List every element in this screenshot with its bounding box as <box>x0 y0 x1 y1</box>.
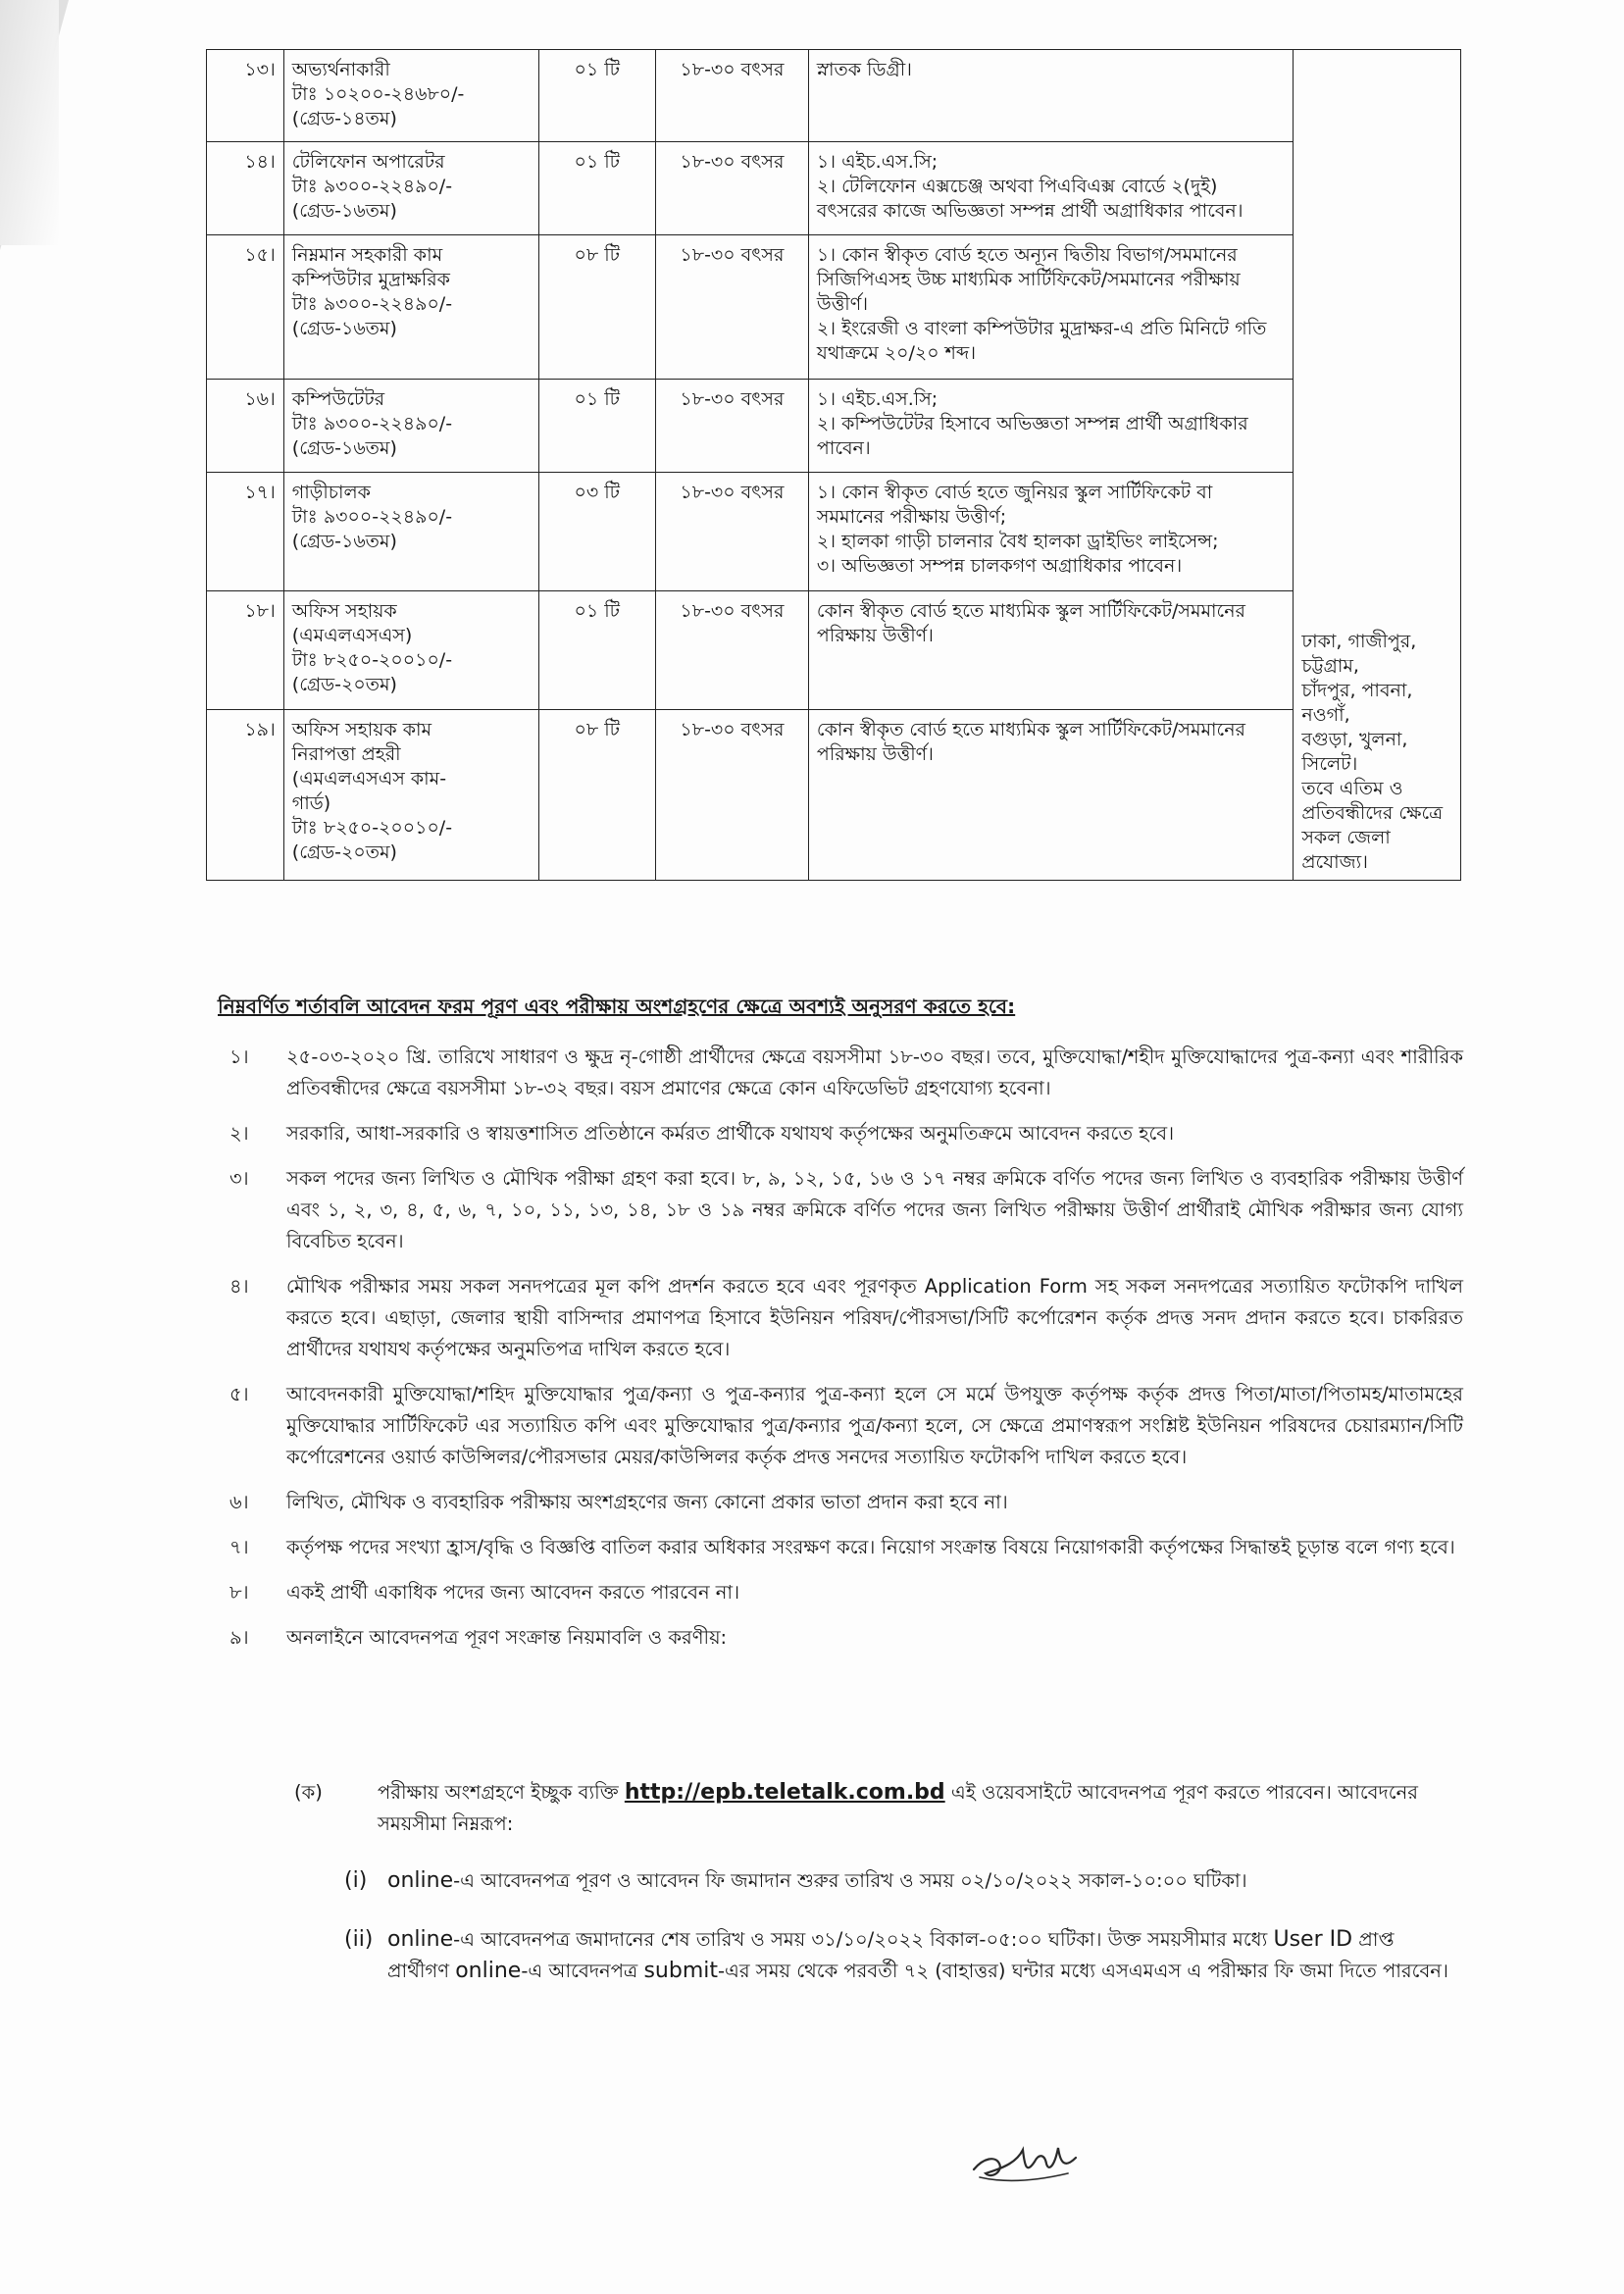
condition-text: ২৫-০৩-২০২০ খ্রি. তারিখে সাধারণ ও ক্ষুদ্র নৃ-গোষ্ঠী প্রার্থীদের ক্ষেত্রে বয়সসীমা ১৮-৩০ বছর। তবে, মুক্তিযোদ্ধা/শহীদ মুক্তিযোদ্ধাদের পুত্র-কন্যা এবং শারীরিক প্রতিবন্ধীদের ক্ষেত্রে বয়সসীমা ১৮-৩২ বছর। বয়স প্রমাণের ক্ষেত্রে কোন এফিডেভিট গ্রহণযোগ্য হবেনা। <box>286 1045 1463 1099</box>
qualification-line: ১। কোন স্বীকৃত বোর্ড হতে জুনিয়র স্কুল সার্টিফিকেট বা <box>816 481 1213 503</box>
post-name-cell <box>283 590 538 709</box>
post-name-line: (এমএলএসএস কাম- <box>291 767 447 790</box>
age-limit-cell: ১৮-৩০ বৎসর <box>655 50 808 142</box>
post-name-line: অভ্যর্থনাকারী <box>291 59 390 80</box>
condition-number: ৮। <box>229 1581 249 1604</box>
condition-text: লিখিত, মৌখিক ও ব্যবহারিক পরীক্ষায় অংশগ্রহণের জন্য কোনো প্রকার ভাতা প্রদান করা হবে না। <box>286 1491 1008 1513</box>
condition-text: কর্তৃপক্ষ পদের সংখ্যা হ্রাস/বৃদ্ধি ও বিজ্ঞপ্তি বাতিল করার অধিকার সংরক্ষণ করে। নিয়োগ সংক্রান্ত বিষয়ে নিয়োগকারী কর্তৃপক্ষের সিদ্ধান্তই চূড়ান্ত বলে গণ্য হবে। <box>286 1536 1455 1558</box>
age-limit-cell: ১৮-৩০ বৎসর <box>655 590 808 709</box>
post-count-cell: ০১ টি <box>538 380 655 472</box>
condition-number: ৬। <box>229 1491 249 1513</box>
online-k-label: (ক) <box>294 1781 323 1804</box>
post-name-cell <box>283 50 538 142</box>
age-limit-cell: ১৮-৩০ বৎসর <box>655 472 808 590</box>
qualification-line: পরিক্ষায় উত্তীর্ণ। <box>816 742 934 765</box>
online-i-label: (i) <box>344 1868 368 1893</box>
condition-text: মৌখিক পরীক্ষার সময় সকল সনদপত্রের মূল কপি প্রদর্শন করতে হবে এবং পূরণকৃত Application Form সহ সকল সনদপত্রের সত্যায়িত ফটোকপি দাখিল করতে হবে। এছাড়া, জেলার স্থায়ী বাসিন্দার প্রমাণপত্র হিসাবে ইউনিয়ন পরিষদ/পৌরসভা/সিটি কর্পোরেশন কর্তৃক প্রদত্ত সনদ প্রদান করতে হবে। চাকরিরত প্রার্থীদের যথাযথ কর্তৃপক্ষের অনুমতিপত্র দাখিল করতে হবে। <box>286 1275 1463 1360</box>
condition-text: আবেদনকারী মুক্তিযোদ্ধা/শহিদ মুক্তিযোদ্ধার পুত্র/কন্যা ও পুত্র-কন্যার পুত্র-কন্যা হলে সে মর্মে উপযুক্ত কর্তৃপক্ষ কর্তৃক প্রদত্ত পিতা/মাতা/পিতামহ/মাতামহের মুক্তিযোদ্ধার সার্টিফিকেট এর সত্যায়িত কপি এবং মুক্তিযোদ্ধার পুত্র/কন্যার পুত্র/কন্যা হলে, সে ক্ষেত্রে প্রমাণস্বরূপ সংশ্লিষ্ট ইউনিয়ন পরিষদের চেয়ারম্যান/সিটি কর্পোরেশনের ওয়ার্ড কাউন্সিলর/পৌরসভার মেয়র/কাউন্সিলর কর্তৃক প্রদত্ত সনদের সত্যায়িত ফটোকপি দাখিল করতে হবে। <box>286 1383 1463 1468</box>
condition-text: সরকারি, আধা-সরকারি ও স্বায়ত্তশাসিত প্রতিষ্ঠানে কর্মরত প্রার্থীকে যথাযথ কর্তৃপক্ষের অনুমতিক্রমে আবেদন করতে হবে। <box>286 1122 1175 1145</box>
post-name-line: কম্পিউটার মুদ্রাক্ষরিক <box>291 268 450 290</box>
page-corner-shadow <box>0 0 59 245</box>
district-note-cell <box>1294 50 1461 881</box>
district-note-line: চাঁদপুর, পাবনা, নওগাঁ, <box>1301 680 1413 726</box>
qualification-line: বৎসরের কাজে অভিজ্ঞতা সম্পন্ন প্রার্থী অগ্রাধিকার পাবেন। <box>816 200 1243 223</box>
district-note-line: সকল জেলা প্রযোজ্য। <box>1301 827 1391 873</box>
post-name-line: (গ্রেড-১৬তম) <box>291 437 397 460</box>
post-count-cell: ০১ টি <box>538 590 655 709</box>
condition-item <box>218 1118 1463 1149</box>
table-row <box>207 472 1461 590</box>
qualification-line: ৩। অভিজ্ঞতা সম্পন্ন চালকগণ অগ্রাধিকার পাবেন। <box>816 554 1183 577</box>
post-name-cell <box>283 380 538 472</box>
post-name-line: টাঃ ৮২৫০-২০০১০/- <box>291 648 453 671</box>
condition-number: ২। <box>229 1122 249 1145</box>
age-limit-cell: ১৮-৩০ বৎসর <box>655 142 808 234</box>
post-name-cell <box>283 234 538 380</box>
post-name-cell <box>283 142 538 234</box>
table-row <box>207 590 1461 709</box>
age-limit-cell: ১৮-৩০ বৎসর <box>655 380 808 472</box>
district-note-line: বগুড়া, খুলনা, সিলেট। <box>1301 729 1408 775</box>
post-number-cell: ১৪। <box>207 142 284 234</box>
posts-table-body <box>207 50 1461 881</box>
condition-item <box>218 1487 1463 1518</box>
post-name-line: (গ্রেড-২০তম) <box>291 841 397 863</box>
post-name-line: টাঃ ৯৩০০-২২৪৯০/- <box>291 505 453 528</box>
qualification-cell <box>808 142 1293 234</box>
condition-text: একই প্রার্থী একাধিক পদের জন্য আবেদন করতে পারবেন না। <box>286 1581 740 1604</box>
district-note-line: তবে এতিম ও <box>1301 778 1403 799</box>
online-ii-text-3: -এ আবেদনপত্র <box>521 1960 638 1982</box>
post-name-line: (গ্রেড-১৬তম) <box>291 317 397 339</box>
post-count-cell: ০৩ টি <box>538 472 655 590</box>
condition-number: ৫। <box>229 1383 249 1405</box>
table-row <box>207 234 1461 380</box>
handwritten-signature <box>966 2128 1084 2197</box>
post-name-line: টেলিফোন অপারেটর <box>291 151 445 174</box>
qualification-line: কোন স্বীকৃত বোর্ড হতে মাধ্যমিক স্কুল সার্টিফিকেট/সমমানের <box>816 599 1245 622</box>
post-count-cell: ০৮ টি <box>538 709 655 880</box>
qualification-line: ২। ইংরেজী ও বাংলা কম্পিউটার মুদ্রাক্ষর-এ প্রতি মিনিটে গতি <box>816 317 1267 339</box>
condition-text: সকল পদের জন্য লিখিত ও মৌখিক পরীক্ষা গ্রহণ করা হবে। ৮, ৯, ১২, ১৫, ১৬ ও ১৭ নম্বর ক্রমিকে বর্ণিত পদের জন্য লিখিত ও ব্যবহারিক পরীক্ষায় উত্তীর্ণ এবং ১, ২, ৩, ৪, ৫, ৬, ৭, ১০, ১১, ১৩, ১৪, ১৮ ও ১৯ নম্বর ক্রমিকে বর্ণিত পদের জন্য লিখিত পরীক্ষায় উত্তীর্ণ প্রার্থীরাই মৌখিক পরীক্ষার জন্য যোগ্য বিবেচিত হবেন। <box>286 1167 1463 1252</box>
condition-number: ৪। <box>229 1275 249 1298</box>
table-row <box>207 142 1461 234</box>
qualification-line: ১। এইচ.এস.সি; <box>816 151 939 174</box>
qualification-line: কোন স্বীকৃত বোর্ড হতে মাধ্যমিক স্কুল সার্টিফিকেট/সমমানের <box>816 718 1245 740</box>
online-deadline-i <box>344 1865 1461 1897</box>
district-note-line: প্রতিবন্ধীদের ক্ষেত্রে <box>1301 802 1444 824</box>
post-name-line: গাড়ীচালক <box>291 481 371 503</box>
post-count-cell: ০৮ টি <box>538 234 655 380</box>
post-name-line: টাঃ ৯৩০০-২২৪৯০/- <box>291 292 453 315</box>
post-name-line: (গ্রেড-২০তম) <box>291 673 397 695</box>
condition-number: ৭। <box>229 1536 249 1558</box>
online-instruction-k <box>294 1777 1461 1840</box>
post-name-line: কম্পিউটেটর <box>291 388 385 411</box>
post-number-cell: ১৫। <box>207 234 284 380</box>
epb-teletalk-link[interactable]: http://epb.teletalk.com.bd <box>624 1780 945 1805</box>
condition-item <box>218 1577 1463 1608</box>
posts-table <box>206 49 1461 881</box>
post-number-cell: ১৯। <box>207 709 284 880</box>
post-name-line: টাঃ ১০২০০-২৪৬৮০/- <box>291 83 465 105</box>
post-name-line: টাঃ ৮২৫০-২০০১০/- <box>291 816 453 839</box>
post-name-line: নিরাপত্তা প্রহরী <box>291 742 401 765</box>
conditions-list <box>218 1042 1463 1667</box>
qualification-cell <box>808 234 1293 380</box>
post-name-line: (এমএলএসএস) <box>291 624 413 646</box>
qualification-cell <box>808 590 1293 709</box>
qualification-line: পরিক্ষায় উত্তীর্ণ। <box>816 624 934 646</box>
online-k-post: এই ওয়েবসাইটে আবেদনপত্র পূরণ করতে পারবেন। আবেদনের সময়সীমা নিম্নরূপ: <box>378 1781 1418 1835</box>
condition-text: অনলাইনে আবেদনপত্র পূরণ সংক্রান্ত নিয়মাবলি ও করণীয়: <box>286 1626 728 1649</box>
condition-item <box>218 1622 1463 1654</box>
qualification-line: পাবেন। <box>816 437 871 460</box>
post-number-cell: ১৭। <box>207 472 284 590</box>
post-name-line: অফিস সহায়ক <box>291 599 397 622</box>
condition-item <box>218 1271 1463 1365</box>
post-name-line: নিম্নমান সহকারী কাম <box>291 243 443 266</box>
online-i-en: online <box>387 1868 454 1893</box>
online-ii-user-id: User ID <box>1273 1927 1353 1952</box>
online-ii-label: (ii) <box>344 1927 374 1952</box>
online-deadline-ii <box>344 1924 1461 1987</box>
post-name-cell <box>283 709 538 880</box>
online-i-text: -এ আবেদনপত্র পূরণ ও আবেদন ফি জমাদান শুরুর তারিখ ও সময় ০২/১০/২০২২ সকাল-১০:০০ ঘটিকা। <box>453 1869 1247 1892</box>
online-ii-submit: submit <box>643 1959 719 1983</box>
qualification-line: উত্তীর্ণ। <box>816 292 869 315</box>
qualification-cell <box>808 380 1293 472</box>
post-name-line: (গ্রেড-১৬তম) <box>291 200 397 223</box>
post-number-cell: ১৬। <box>207 380 284 472</box>
post-count-cell: ০১ টি <box>538 142 655 234</box>
qualification-line: ১। এইচ.এস.সি; <box>816 388 939 411</box>
qualification-line: ২। হালকা গাড়ী চালনার বৈধ হালকা ড্রাইভিং লাইসেন্স; <box>816 530 1219 552</box>
online-ii-en: online <box>387 1927 454 1952</box>
condition-number: ৩। <box>229 1167 249 1190</box>
condition-item <box>218 1163 1463 1257</box>
qualification-cell <box>808 472 1293 590</box>
table-row <box>207 50 1461 142</box>
district-note <box>1301 58 1452 875</box>
qualification-line: স্নাতক ডিগ্রী। <box>816 59 912 80</box>
qualification-line: ২। কম্পিউটেটর হিসাবে অভিজ্ঞতা সম্পন্ন প্রার্থী অগ্রাধিকার <box>816 413 1248 435</box>
post-number-cell: ১৮। <box>207 590 284 709</box>
post-count-cell: ০১ টি <box>538 50 655 142</box>
post-name-line: (গ্রেড-১৬তম) <box>291 530 397 552</box>
online-ii-en-3: online <box>455 1959 522 1983</box>
post-name-line: গার্ড) <box>291 791 331 814</box>
age-limit-cell: ১৮-৩০ বৎসর <box>655 709 808 880</box>
online-ii-text-1: -এ আবেদনপত্র জমাদানের শেষ তারিখ ও সময় ৩১/১০/২০২২ বিকাল-০৫:০০ ঘটিকা। উক্ত সময়সীমার মধ্যে <box>453 1928 1268 1951</box>
post-name-line: অফিস সহায়ক কাম <box>291 718 432 740</box>
online-k-pre: পরীক্ষায় অংশগ্রহণে ইচ্ছুক ব্যক্তি <box>378 1781 619 1804</box>
post-name-line: টাঃ ৯৩০০-২২৪৯০/- <box>291 413 453 435</box>
qualification-line: যথাক্রমে ২০/২০ শব্দ। <box>816 341 977 364</box>
district-note-line: ঢাকা, গাজীপুর, চট্টগ্রাম, <box>1301 631 1417 677</box>
table-row <box>207 709 1461 880</box>
post-name-cell <box>283 472 538 590</box>
post-number-cell: ১৩। <box>207 50 284 142</box>
condition-number: ১। <box>229 1045 249 1068</box>
condition-number: ৯। <box>229 1626 249 1649</box>
post-name-line: টাঃ ৯৩০০-২২৪৯০/- <box>291 176 453 198</box>
qualification-line: ১। কোন স্বীকৃত বোর্ড হতে অন্যূন দ্বিতীয় বিভাগ/সমমানের <box>816 243 1238 266</box>
condition-item <box>218 1379 1463 1473</box>
table-row <box>207 380 1461 472</box>
qualification-line: সমমানের পরীক্ষায় উত্তীর্ণ; <box>816 505 1007 528</box>
qualification-cell <box>808 709 1293 880</box>
post-name-line: (গ্রেড-১৪তম) <box>291 108 397 129</box>
age-limit-cell: ১৮-৩০ বৎসর <box>655 234 808 380</box>
qualification-line: সিজিপিএসহ উচ্চ মাধ্যমিক সার্টিফিকেট/সমমানের পরীক্ষায় <box>816 268 1241 290</box>
qualification-line: ২। টেলিফোন এক্সচেঞ্জ অথবা পিএবিএক্স বোর্ডে ২(দুই) <box>816 176 1218 198</box>
qualification-cell <box>808 50 1293 142</box>
online-ii-text-4: -এর সময় থেকে পরবর্তী ৭২ (বাহাত্তর) ঘন্টার মধ্যে এসএমএস এ পরীক্ষার ফি জমা দিতে পারবেন। <box>718 1960 1448 1982</box>
online-ii-text-2: প্রাপ্ত প্রার্থীগণ <box>387 1928 1395 1982</box>
condition-item <box>218 1532 1463 1563</box>
condition-item <box>218 1042 1463 1104</box>
conditions-heading: নিম্নবর্ণিত শর্তাবলি আবেদন ফরম পূরণ এবং পরীক্ষায় অংশগ্রহণের ক্ষেত্রে অবশ্যই অনুসরণ করতে হবে: <box>218 994 1016 1018</box>
